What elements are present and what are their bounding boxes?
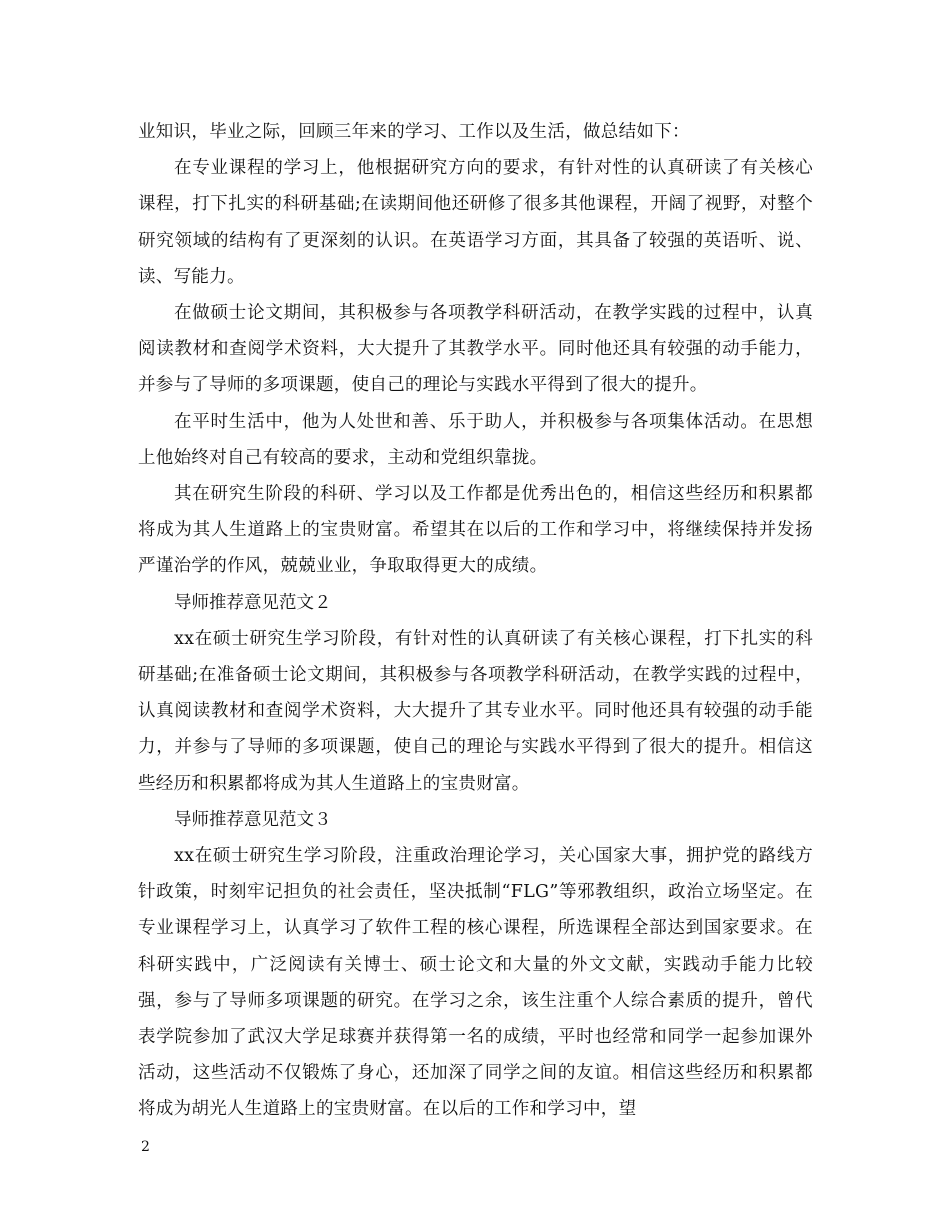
paragraph-continuation: 业知识，毕业之际，回顾三年来的学习、工作以及生活，做总结如下： bbox=[138, 122, 690, 142]
section-heading-2: 导师推荐意见范文２ bbox=[174, 592, 332, 613]
paragraph-sample-3: xx在硕士研究生学习阶段，注重政治理论学习，关心国家大事，拥护党的路线方针政策，时刻牢记担负的社会责任，坚决抵制“FLG”等邪教组织，政治立场坚定。在专业课程学习上，认真学习了软件工程的核心课程，所选课程全部达到国家要求。在科研实践中，广泛阅读有关博士、硕士论文和大量的外文文献，实践动手能力比较强，参与了导师多项课题的研究。在学习之余，该生注重个人综合素质的提升，曾代表学院参加了武汉大学足球赛并获得第一名的成绩，平时也经常和同学一起参加课外活动，这些活动不仅锻炼了身心，还加深了同学之间的友谊。相信这些经历和积累都将成为胡光人生道路上的宝贵财富。在以后的工作和学习中，望 bbox=[138, 846, 813, 1120]
page-number: 2 bbox=[141, 1139, 150, 1155]
paragraph-thesis: 在做硕士论文期间，其积极参与各项教学科研活动，在教学实践的过程中，认真阅读教材和查阅学术资料，大大提升了其教学水平。同时他还具有较强的动手能力，并参与了导师的多项课题，使自己的理论与实践水平得到了很大的提升。 bbox=[138, 303, 813, 396]
paragraph-summary: 其在研究生阶段的科研、学习以及工作都是优秀出色的，相信这些经历和积累都将成为其人生道路上的宝贵财富。希望其在以后的工作和学习中，将继续保持并发扬严谨治学的作风，兢兢业业，争取取得更大的成绩。 bbox=[138, 484, 813, 577]
paragraph-sample-2: xx在硕士研究生学习阶段，有针对性的认真研读了有关核心课程，打下扎实的科研基础;在准备硕士论文期间，其积极参与各项教学科研活动，在教学实践的过程中，认真阅读教材和查阅学术资料，大大提升了其专业水平。同时他还具有较强的动手能力，并参与了导师的多项课题，使自己的理论与实践水平得到了很大的提升。相信这些经历和积累都将成为其人生道路上的宝贵财富。 bbox=[138, 628, 813, 794]
paragraph-coursework: 在专业课程的学习上，他根据研究方向的要求，有针对性的认真研读了有关核心课程，打下扎实的科研基础;在读期间他还研修了很多其他课程，开阔了视野，对整个研究领域的结构有了更深刻的认识。在英语学习方面，其具备了较强的英语听、说、读、写能力。 bbox=[138, 158, 813, 287]
document-body bbox=[138, 114, 813, 1128]
section-heading-3: 导师推荐意见范文３ bbox=[174, 809, 332, 830]
paragraph-daily-life: 在平时生活中，他为人处世和善、乐于助人，并积极参与各项集体活动。在思想上他始终对自己有较高的要求，主动和党组织靠拢。 bbox=[138, 411, 813, 468]
